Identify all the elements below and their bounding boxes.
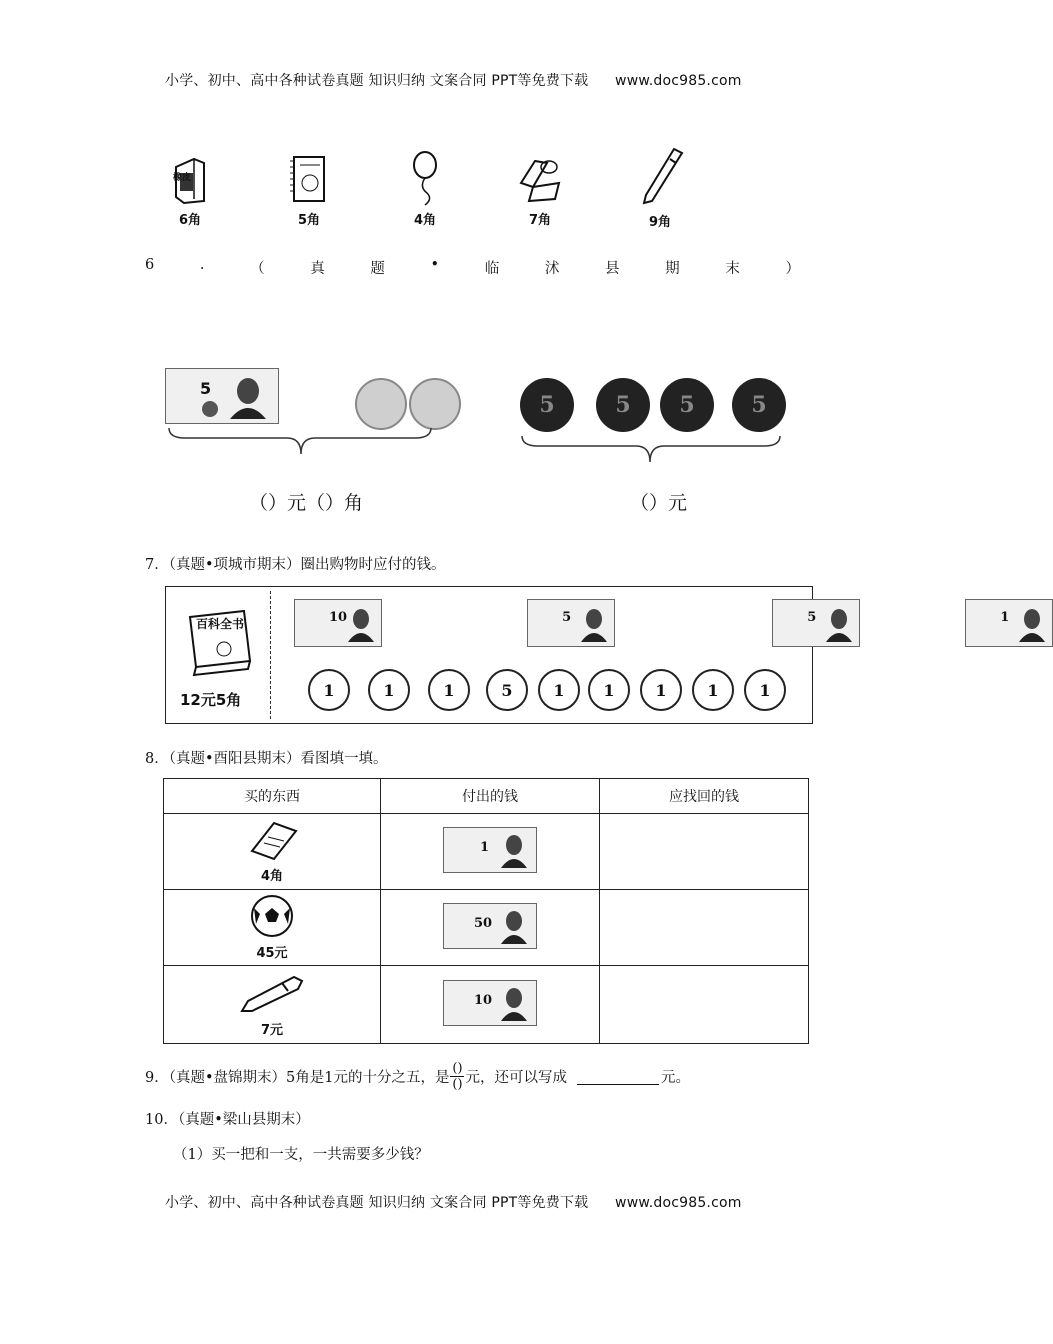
portrait-icon <box>825 606 853 642</box>
banknote-value: 5 <box>562 610 572 625</box>
coin: 1 <box>744 669 786 711</box>
portrait-icon <box>500 832 528 868</box>
q8-table <box>163 778 809 1044</box>
table-cell-change[interactable] <box>600 814 809 890</box>
item-price: 7角 <box>528 213 552 228</box>
q9-blank[interactable] <box>577 1068 659 1085</box>
ball-icon <box>246 894 298 938</box>
banknote <box>527 599 615 647</box>
q6-right-answer: （）元 <box>630 492 688 514</box>
item-price: 5角 <box>297 213 321 228</box>
divider <box>270 591 271 719</box>
q6-token: 末 <box>725 261 740 277</box>
table-header: 付出的钱 <box>381 779 600 814</box>
table-cell-change[interactable] <box>600 890 809 966</box>
q9-prefix: 9．（真题•盘锦期末）5角是1元的十分之五，是 <box>145 1070 450 1086</box>
brace-left <box>165 424 435 462</box>
notebook-icon <box>244 819 300 861</box>
banknote <box>294 599 382 647</box>
q6-token: 题 <box>370 261 385 277</box>
pen-icon <box>638 145 688 207</box>
header-site: www.doc985.com <box>615 73 742 89</box>
table-cell-change[interactable] <box>600 966 809 1044</box>
item-balloon <box>405 149 445 233</box>
banknote <box>965 599 1053 647</box>
portrait-icon <box>228 375 268 419</box>
table-cell-paid <box>381 890 600 966</box>
item-clip <box>515 153 565 233</box>
q7-figure <box>165 586 1010 724</box>
footer-text: 小学、初中、高中各种试卷真题 知识归纳 文案合同 PPT等免费下载 <box>165 1195 589 1211</box>
eraser-label: 橡皮 <box>173 173 192 183</box>
item-price: 6角 <box>178 213 202 228</box>
q6-token: 临 <box>484 261 500 277</box>
q6-left-answer: （）元（）角 <box>249 492 364 514</box>
coin: 1 <box>588 669 630 711</box>
q6-token: 期 <box>665 261 680 277</box>
banknote-5 <box>165 368 279 424</box>
q6-token: ） <box>785 261 800 277</box>
page-footer <box>165 1192 742 1212</box>
table-cell-paid <box>381 814 600 890</box>
item-row <box>160 145 720 235</box>
table-cell-paid <box>381 966 600 1044</box>
table-row <box>164 814 809 890</box>
table-header: 应找回的钱 <box>600 779 809 814</box>
q6-token: • <box>430 257 440 273</box>
item-price: 4角 <box>413 213 437 228</box>
coin-5-jiao: 5 <box>520 378 574 432</box>
q9-suffix: 元。 <box>660 1070 690 1086</box>
table-header: 买的东西 <box>164 779 381 814</box>
pen-icon <box>236 971 308 1015</box>
banknote-value: 1 <box>1000 610 1010 625</box>
banknote-value: 50 <box>474 915 493 931</box>
q6-token: 县 <box>605 261 620 277</box>
page-header <box>165 70 742 90</box>
emblem-icon <box>200 399 220 419</box>
brace-right <box>518 432 788 470</box>
portrait-icon <box>1018 606 1046 642</box>
q9 <box>145 1061 690 1092</box>
banknote-value: 10 <box>474 992 493 1008</box>
table-row <box>164 966 809 1044</box>
item-eraser <box>170 153 210 233</box>
banknote-value: 5 <box>200 379 212 398</box>
item-price: 7元 <box>260 1023 284 1038</box>
coin: 1 <box>692 669 734 711</box>
banknote <box>443 827 537 873</box>
fraction-denominator[interactable]: () <box>452 1077 463 1092</box>
portrait-icon <box>347 606 375 642</box>
notebook-icon <box>288 153 330 205</box>
table-cell-item <box>164 814 381 890</box>
q6-figure-left <box>165 362 465 522</box>
coin: 1 <box>308 669 350 711</box>
coin-5-jiao: 5 <box>732 378 786 432</box>
header-text: 小学、初中、高中各种试卷真题 知识归纳 文案合同 PPT等免费下载 <box>165 73 589 89</box>
table-row <box>164 890 809 966</box>
q7-title: 7．（真题•项城市期末）圈出购物时应付的钱。 <box>145 557 446 573</box>
banknote-value: 5 <box>807 610 817 625</box>
banknote <box>443 980 537 1026</box>
item-price: 45元 <box>256 946 288 961</box>
portrait-icon <box>500 908 528 944</box>
portrait-icon <box>580 606 608 642</box>
q10-sub1: （1）买一把和一支，一共需要多少钱？ <box>173 1147 429 1163</box>
table-header-row <box>164 779 809 814</box>
coin: 1 <box>640 669 682 711</box>
q8-title: 8．（真题•酉阳县期末）看图填一填。 <box>145 751 388 767</box>
q6-token: 真 <box>310 261 325 277</box>
coin: 5 <box>486 669 528 711</box>
balloon-icon <box>405 149 445 207</box>
fraction-numerator[interactable]: () <box>452 1061 463 1076</box>
coin-1-jiao <box>355 378 407 430</box>
table-cell-item <box>164 890 381 966</box>
footer-site: www.doc985.com <box>615 1195 742 1211</box>
item-pen <box>638 145 688 233</box>
q6-figure-right <box>518 362 808 522</box>
q6-token: . <box>199 257 205 273</box>
book-title: 百科全书 <box>196 617 245 631</box>
item-notebook <box>288 153 333 233</box>
q6-title <box>145 257 800 278</box>
q9-middle: 元，还可以写成 <box>465 1070 567 1086</box>
item-price: 9角 <box>648 215 672 230</box>
q6-token: 6 <box>145 257 155 273</box>
banknote <box>772 599 860 647</box>
item-price: 4角 <box>260 869 284 884</box>
q10-title: 10．（真题•梁山县期末） <box>145 1112 310 1128</box>
q6-token: （ <box>250 261 265 277</box>
coin-1-jiao <box>409 378 461 430</box>
coin-5-jiao: 5 <box>660 378 714 432</box>
table-cell-item <box>164 966 381 1044</box>
banknote <box>443 903 537 949</box>
clip-icon <box>515 153 565 205</box>
portrait-icon <box>500 985 528 1021</box>
coin: 1 <box>368 669 410 711</box>
banknote-value: 1 <box>480 839 490 855</box>
book-price: 12元5角 <box>180 691 242 709</box>
banknote-value: 10 <box>329 610 348 625</box>
coin: 1 <box>538 669 580 711</box>
q6-token: 沭 <box>544 261 560 277</box>
coin: 1 <box>428 669 470 711</box>
coin-5-jiao: 5 <box>596 378 650 432</box>
q9-fraction <box>450 1061 464 1092</box>
